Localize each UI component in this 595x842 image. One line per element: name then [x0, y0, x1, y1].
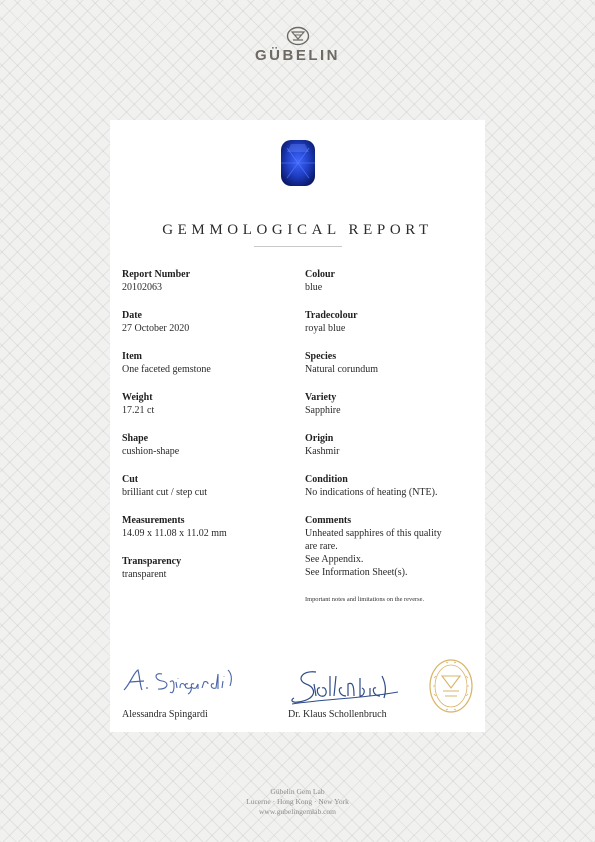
field-comments: Comments Unheated sapphires of this quality are rare. See Appendix. See Information Sheet(s). [305, 515, 442, 578]
footer-locations: Lucerne · Hong Kong · New York [246, 797, 349, 806]
gem-lab-seal-icon [428, 658, 474, 714]
right-fields [305, 268, 475, 578]
field-transparency: Transparency transparent [122, 556, 182, 580]
sapphire-gem-icon [279, 138, 317, 188]
signature-schollenbruch-icon [286, 666, 406, 708]
field-shape: Shape cushion-shape [122, 433, 180, 457]
field-condition: Condition No indications of heating (NTE). [305, 474, 438, 498]
left-fields [122, 268, 292, 596]
field-colour: Colour blue [305, 269, 335, 293]
field-item: Item One faceted gemstone [122, 351, 211, 375]
brand-logo [0, 26, 595, 64]
field-date: Date 27 October 2020 [122, 310, 190, 334]
field-measurements: Measurements 14.09 x 11.08 x 11.02 mm [122, 515, 227, 539]
field-weight: Weight 17.21 ct [122, 392, 155, 416]
signatory-name-1: Alessandra Spingardi [122, 709, 208, 720]
field-origin: Origin Kashmir [305, 433, 340, 457]
brand-wordmark: GÜBELIN [255, 47, 340, 64]
gubelin-emblem-icon [286, 26, 310, 46]
footer-website[interactable]: www.gubelingemlab.com [259, 807, 336, 816]
signature-spingardi-icon [120, 664, 260, 696]
footer-lab: Gübelin Gem Lab [270, 787, 325, 796]
field-species: Species Natural corundum [305, 351, 379, 375]
field-variety: Variety Sapphire [305, 392, 341, 416]
field-report-number: Report Number 20102063 [122, 269, 191, 293]
title-divider [254, 246, 342, 247]
signatory-name-2: Dr. Klaus Schollenbruch [288, 709, 387, 720]
reverse-note: Important notes and limitations on the reverse. [305, 596, 425, 603]
footer [0, 787, 595, 817]
field-tradecolour: Tradecolour royal blue [305, 310, 358, 334]
report-title: GEMMOLOGICAL REPORT [162, 222, 433, 238]
field-cut: Cut brilliant cut / step cut [122, 474, 207, 498]
